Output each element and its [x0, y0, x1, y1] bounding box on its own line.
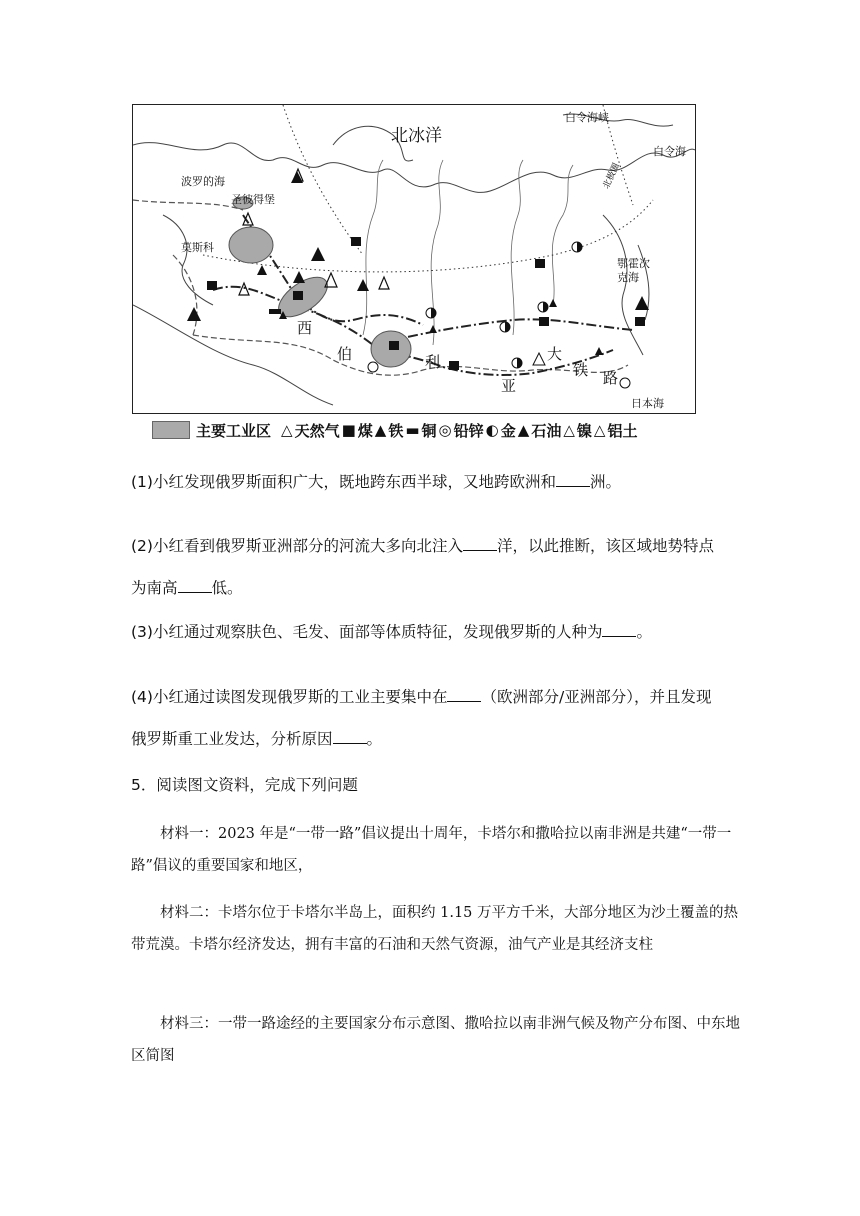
- answer-blank[interactable]: [447, 687, 481, 702]
- material-3: 材料三：一带一路途经的主要国家分布示意图、撒哈拉以南非洲气候及物产分布图、中东地区简图: [131, 1016, 740, 1064]
- map-label-okhotsk-sea: 鄂霍次克海: [617, 257, 650, 284]
- gold-icon: ◐: [485, 421, 499, 439]
- railway-char-2: 伯: [337, 345, 353, 363]
- question-3-text: (3)小红通过观察肤色、毛发、面部等体质特征，发现俄罗斯的人种为: [131, 623, 603, 641]
- copper-icon: ▬: [405, 421, 420, 439]
- legend-bauxite: 铝土: [607, 421, 638, 440]
- railway-char-7: 路: [603, 369, 619, 387]
- question-4-text-a: (4)小红通过读图发现俄罗斯的工业主要集中在: [131, 688, 448, 706]
- map-label-bering-sea: 白令海: [653, 145, 686, 158]
- nickel-icon: △: [563, 421, 575, 439]
- question-1: [131, 470, 741, 494]
- legend-copper: 铜: [421, 421, 437, 440]
- legend-industrial-zone: 主要工业区: [196, 421, 272, 440]
- map-label-arctic-circle: 北极圈: [601, 161, 623, 191]
- iron-icon: ▲: [374, 421, 387, 439]
- railway-char-4: 亚: [501, 377, 517, 395]
- question-2-text-a: (2)小红看到俄罗斯亚洲部分的河流大多向北注入: [131, 537, 463, 555]
- answer-blank[interactable]: [556, 472, 590, 487]
- coal-icon: ■: [341, 421, 356, 439]
- bauxite-icon: △: [593, 421, 606, 439]
- question-1-end: 洲。: [589, 473, 621, 491]
- map-label-moscow: 莫斯科: [181, 241, 214, 254]
- question-4-text-c: 俄罗斯重工业发达，分析原因: [131, 730, 333, 748]
- map-label-arctic-ocean: 北冰洋: [391, 126, 442, 146]
- railway-char-6: 铁: [573, 361, 589, 379]
- map-legend: [152, 418, 712, 442]
- material-1: 材料一：2023 年是“一带一路”倡议提出十周年，卡塔尔和撒哈拉以南非洲是共建“一带一路”倡议的重要国家和地区，: [131, 826, 732, 874]
- answer-blank[interactable]: [463, 536, 497, 551]
- question-2-text-b: 洋，以此推断，该区域地势特点: [496, 537, 714, 555]
- legend-lead-zinc: 铅锌: [453, 421, 484, 440]
- railway-char-5: 大: [547, 345, 563, 363]
- gas-icon: △: [281, 421, 293, 439]
- map-label-baltic-sea: 波罗的海: [181, 175, 225, 188]
- question-1-text: (1)小红发现俄罗斯面积广大，既地跨东西半球，又地跨欧洲和: [131, 473, 556, 491]
- railway-char-3: 利: [425, 353, 441, 371]
- map-label-st-petersburg: 圣彼得堡: [231, 193, 275, 206]
- map-label-bering-strait: 白令海峡: [565, 111, 609, 124]
- legend-nickel: 镍: [576, 421, 592, 440]
- answer-blank[interactable]: [602, 622, 636, 637]
- problem-5-title: 5．阅读图文资料，完成下列问题: [131, 776, 358, 794]
- legend-coal: 煤: [357, 421, 373, 440]
- lead-zinc-icon: ◎: [438, 421, 452, 439]
- copper-symbols: [269, 309, 281, 314]
- legend-gas: 天然气: [294, 421, 340, 440]
- legend-iron: 铁: [388, 421, 404, 440]
- question-2-text-c: 为南高: [131, 579, 178, 597]
- industrial-zone-swatch: [152, 421, 190, 439]
- question-2: [131, 525, 741, 609]
- legend-gold: 金: [500, 421, 516, 440]
- industrial-zone-moscow: [229, 227, 273, 263]
- nickel-symbols: [533, 353, 545, 365]
- map-label-japan-sea: 日本海: [631, 397, 664, 410]
- question-4-text-b: （欧洲部分/亚洲部分），并且发现: [481, 688, 712, 706]
- legend-oil: 石油: [531, 421, 562, 440]
- question-2-text-d: 低。: [211, 579, 243, 597]
- lead-zinc-symbols: [368, 362, 630, 388]
- question-4: [131, 676, 741, 760]
- oil-icon: ▲: [517, 421, 530, 439]
- answer-blank[interactable]: [178, 578, 212, 593]
- question-3-end: 。: [636, 623, 652, 641]
- answer-blank[interactable]: [333, 729, 367, 744]
- railway-char-1: 西: [297, 319, 313, 337]
- question-3: [131, 620, 741, 644]
- material-2: 材料二：卡塔尔位于卡塔尔半岛上，面积约 1.15 万平方千米，大部分地区为沙土覆盖的热带荒漠。卡塔尔经济发达，拥有丰富的石油和天然气资源，油气产业是其经济支柱: [131, 905, 738, 953]
- russia-resource-map: [132, 104, 696, 414]
- question-4-end: 。: [366, 730, 383, 748]
